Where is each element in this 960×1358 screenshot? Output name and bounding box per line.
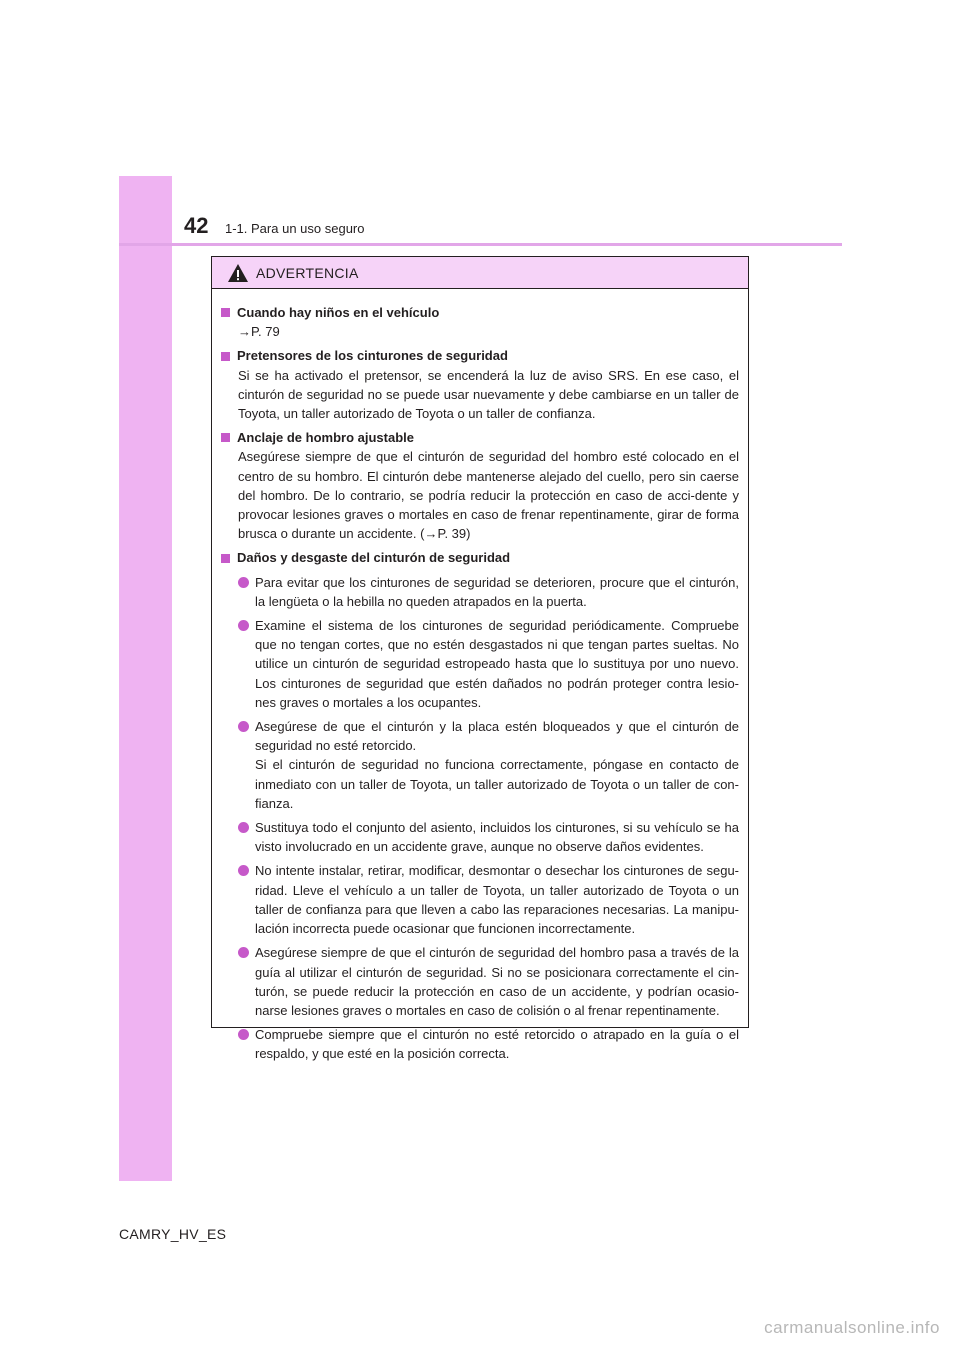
bullet-text: Asegúrese de que el cinturón y la placa estén bloqueados y que el cinturón de seguridad no esté retorcido. bbox=[255, 719, 739, 754]
round-bullet-icon bbox=[238, 620, 249, 631]
list-item bbox=[238, 616, 739, 712]
round-bullet-icon bbox=[238, 1029, 249, 1040]
warning-header bbox=[212, 257, 748, 289]
warning-title: ADVERTENCIA bbox=[256, 265, 359, 281]
warning-body bbox=[212, 289, 748, 1064]
list-item bbox=[238, 818, 739, 856]
list-item bbox=[238, 943, 739, 1020]
round-bullet-icon bbox=[238, 721, 249, 732]
list-item bbox=[238, 861, 739, 938]
square-bullet-icon bbox=[221, 352, 230, 361]
bullet-text: Sustituya todo el conjunto del asiento, incluidos los cinturones, si su vehículo se ha visto involucrado en un accidente grave, aunque no observe daños evidentes. bbox=[255, 820, 739, 855]
square-bullet-icon bbox=[221, 433, 230, 442]
document-code: CAMRY_HV_ES bbox=[119, 1226, 227, 1242]
section-text: Si se ha activado el pretensor, se encenderá la luz de aviso SRS. En ese caso, el cinturón de seguridad no se puede usar nuevamente y debe cambiarse en un taller de Toyota, un taller autorizado de Toyota o un taller de confianza. bbox=[238, 367, 739, 422]
side-band bbox=[119, 176, 172, 1181]
section-text: Asegúrese siempre de que el cinturón de seguridad del hombro esté colocado en el centro de su hombro. El cinturón debe mantenerse alejado del cuello, pero sin caerse del hombro. De lo contrario, se podría reducir la protección en caso de acci-dente y provocar lesiones graves o mortales en caso de frenar repentinamente, girar de forma brusca o durante un accidente. (→P. 39) bbox=[238, 449, 739, 542]
bullet-text: Asegúrese siempre de que el cinturón de seguridad del hombro pasa a través de la guía al utilizar el cinturón de seguridad. Si no se posicionara correctamente el cin-turón, se puede reducir la protección en caso de un accidente, y podrían ocasio-narse lesiones graves o mortales en caso de colisión o al frenar repentinamente. bbox=[255, 945, 739, 1018]
section-title: 1-1. Para un uso seguro bbox=[225, 221, 365, 236]
bullet-text: Examine el sistema de los cinturones de seguridad periódicamente. Compruebe que no tengan cortes, que no estén desgastados ni que tengan partes sueltas. No utilice un cinturón de seguridad estropeado hasta que lo sustituya por uno nuevo. Los cinturones de seguridad que estén dañados no podrán proteger contra lesio-nes graves o mortales a los ocupantes. bbox=[255, 618, 739, 710]
square-bullet-icon bbox=[221, 554, 230, 563]
cross-reference: →P. 79 bbox=[238, 324, 280, 340]
section-heading: Daños y desgaste del cinturón de seguridad bbox=[237, 550, 511, 566]
section-heading: Pretensores de los cinturones de seguridad bbox=[237, 348, 508, 364]
bullet-text: No intente instalar, retirar, modificar, desmontar o desechar los cinturones de segu-ridad. Lleve el vehículo a un taller de Toyota, un taller autorizado de Toyota o un taller de confianza para que lleven a cabo las reparaciones necesarias. La manipu-lación incorrecta puede ocasionar que funcionen incorrectamente. bbox=[255, 863, 739, 937]
list-item bbox=[238, 717, 739, 813]
header-rule bbox=[119, 243, 842, 246]
page-number: 42 bbox=[184, 213, 209, 238]
section-damage-wear bbox=[221, 548, 739, 1063]
bullet-text: Compruebe siempre que el cinturón no esté retorcido o atrapado en la guía o el respaldo, y que esté en la posición correcta. bbox=[255, 1027, 739, 1062]
section-shoulder-anchor bbox=[221, 428, 739, 543]
round-bullet-icon bbox=[238, 577, 249, 588]
section-heading: Anclaje de hombro ajustable bbox=[237, 430, 414, 446]
list-item bbox=[238, 1025, 739, 1063]
round-bullet-icon bbox=[238, 947, 249, 958]
bullet-text-continued: Si el cinturón de seguridad no funciona correctamente, póngase en contacto de inmediato con un taller de Toyota, un taller autorizado de Toyota o un taller de con-fianza. bbox=[255, 757, 739, 811]
warning-triangle-icon bbox=[227, 263, 249, 283]
watermark: carmanualsonline.info bbox=[764, 1318, 940, 1337]
section-heading: Cuando hay niños en el vehículo bbox=[237, 305, 440, 320]
round-bullet-icon bbox=[238, 865, 249, 876]
square-bullet-icon bbox=[221, 308, 230, 317]
round-bullet-icon bbox=[238, 822, 249, 833]
bullet-text: Para evitar que los cinturones de seguridad se deterioren, procure que el cinturón, la lengüeta o la hebilla no queden atrapados en la puerta. bbox=[255, 574, 739, 609]
list-item bbox=[238, 573, 739, 611]
warning-box bbox=[211, 256, 749, 1062]
section-children bbox=[221, 303, 739, 341]
section-pretensioners bbox=[221, 346, 739, 423]
